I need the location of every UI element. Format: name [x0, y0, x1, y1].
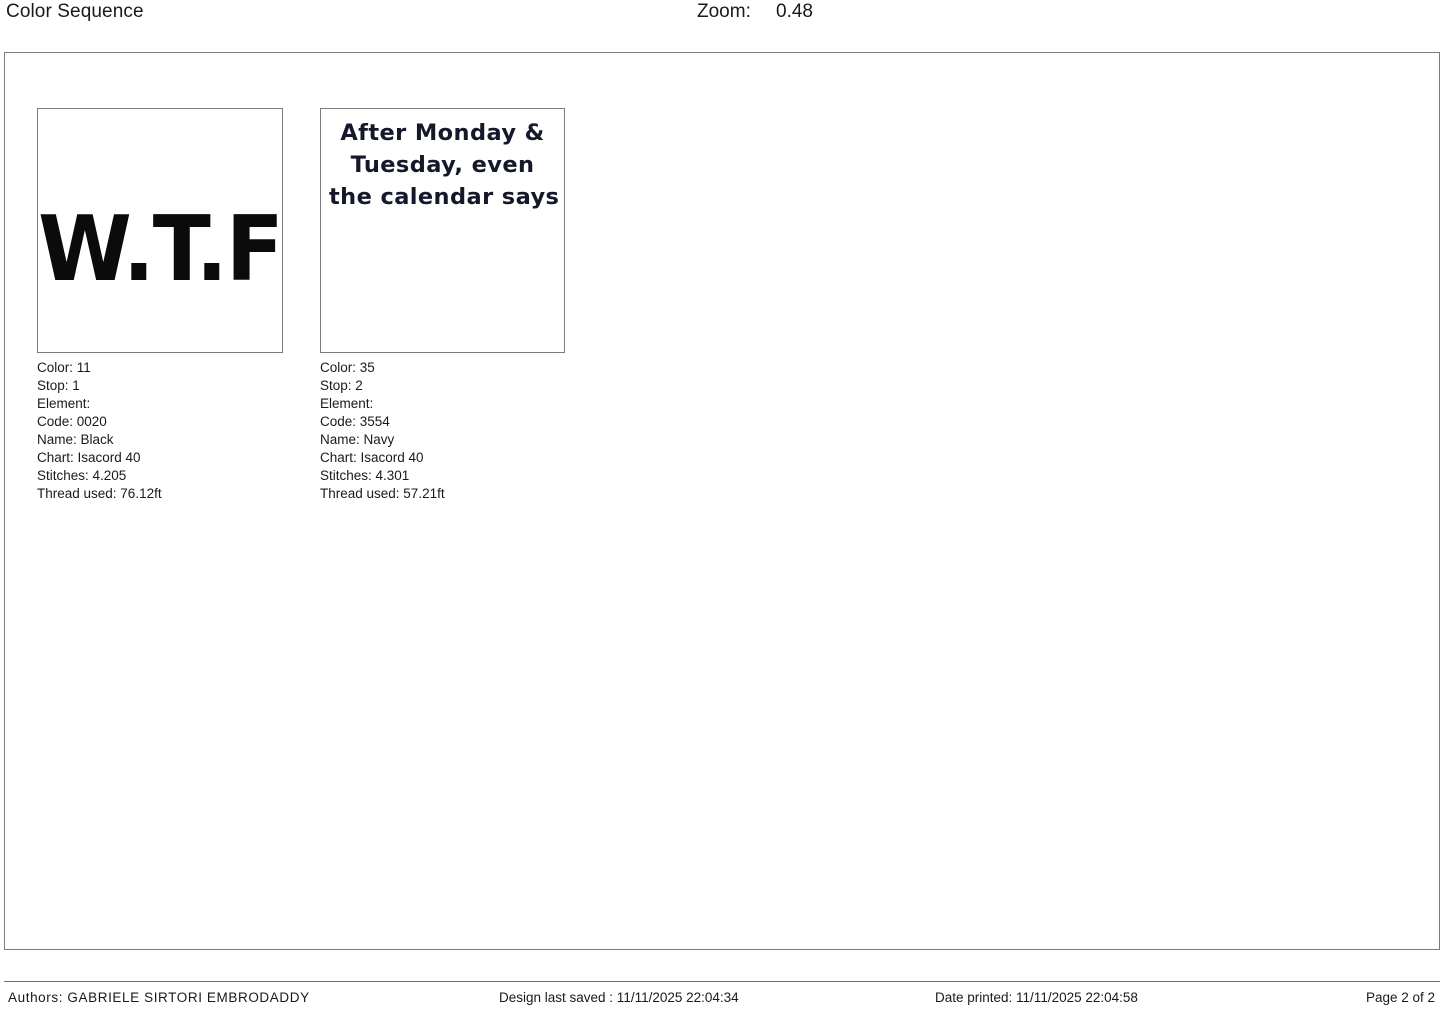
color-chart: Chart: Isacord 40	[320, 450, 424, 465]
footer-design-saved: Design last saved : 11/11/2025 22:04:34	[499, 990, 739, 1005]
artwork-text: W.T.F	[38, 195, 282, 302]
color-element: Element:	[320, 396, 374, 411]
zoom-label: Zoom:	[697, 1, 751, 22]
design-artwork-wtf	[38, 109, 282, 352]
color-stop: Stop: 1	[37, 378, 80, 393]
zoom-value[interactable]: 0.48	[776, 1, 813, 22]
color-details	[37, 359, 283, 503]
color-entry[interactable]	[320, 108, 565, 503]
color-thread-used: Thread used: 57.21ft	[320, 486, 445, 501]
footer-date-printed: Date printed: 11/11/2025 22:04:58	[935, 990, 1138, 1005]
print-preview-header	[0, 0, 1445, 32]
color-stop: Stop: 2	[320, 378, 363, 393]
footer-page-number: Page 2 of 2	[1366, 990, 1436, 1005]
document-page	[4, 52, 1440, 950]
color-name: Name: Navy	[320, 432, 395, 447]
design-thumbnail[interactable]	[320, 108, 565, 353]
color-code: Code: 3554	[320, 414, 390, 429]
color-code: Code: 0020	[37, 414, 107, 429]
design-thumbnail[interactable]	[37, 108, 283, 353]
page-title: Color Sequence	[6, 1, 144, 22]
color-stitches: Stitches: 4.301	[320, 468, 410, 483]
document-footer	[0, 981, 1445, 1012]
color-chart: Chart: Isacord 40	[37, 450, 141, 465]
color-number: Color: 35	[320, 360, 375, 375]
design-artwork-quote	[321, 117, 564, 213]
artwork-text-line: Tuesday, even	[350, 152, 535, 178]
color-element: Element:	[37, 396, 91, 411]
color-thread-used: Thread used: 76.12ft	[37, 486, 162, 501]
artwork-text-line: the calendar says	[329, 184, 560, 210]
color-entry[interactable]	[37, 108, 283, 503]
color-stitches: Stitches: 4.205	[37, 468, 127, 483]
artwork-text-line: After Monday &	[340, 120, 545, 146]
footer-divider	[4, 981, 1440, 982]
footer-authors: Authors: GABRIELE SIRTORI EMBRODADDY	[8, 990, 310, 1005]
color-details	[320, 359, 565, 503]
color-number: Color: 11	[37, 360, 91, 375]
color-name: Name: Black	[37, 432, 114, 447]
